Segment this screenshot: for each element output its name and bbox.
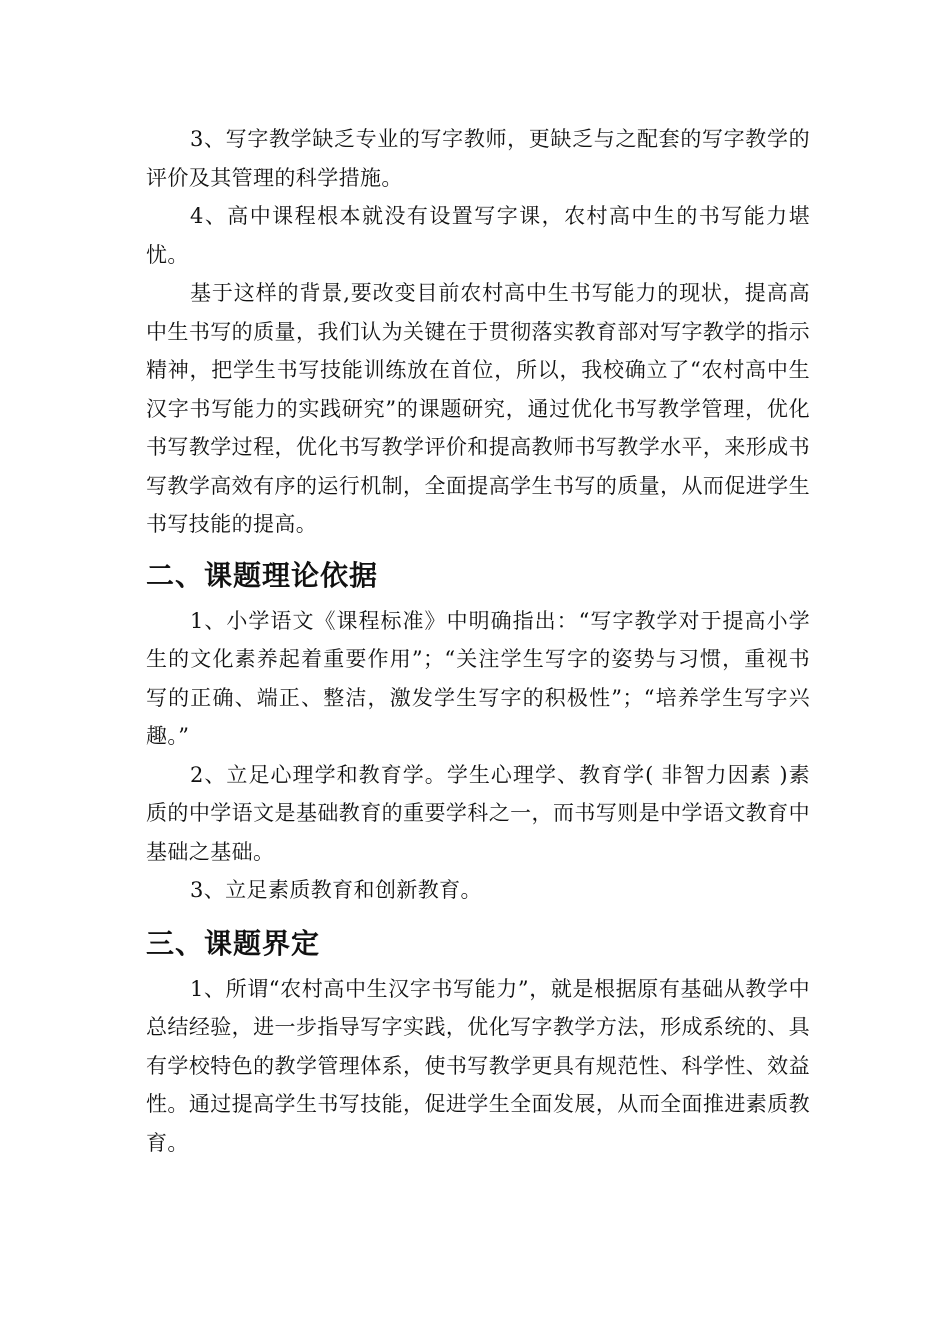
paragraph-curriculum-standard: 1、小学语文《课程标准》中明确指出：“写字教学对于提高小学生的文化素养起着重要作用”；“关注学生写字的姿势与习惯，重视书写的正确、端正、整洁，激发学生写字的积极性”；“培养学生写字兴趣。” bbox=[146, 608, 810, 748]
paragraph-psychology-education: 2、立足心理学和教育学。学生心理学、教育学( 非智力因素 )素质的中学语文是基础教育的重要学科之一，而书写则是中学语文教育中基础之基础。 bbox=[146, 762, 810, 864]
paragraph-definition: 1、所谓“农村高中生汉字书写能力”，就是根据原有基础从教学中总结经验，进一步指导写字实践，优化写字教学方法，形成系统的、具有学校特色的教学管理体系，使书写教学更具有规范性、科学性、效益性。通过提高学生书写技能，促进学生全面发展，从而全面推进素质教育。 bbox=[146, 976, 810, 1155]
section-heading-theory: 二、课题理论依据 bbox=[146, 558, 379, 592]
paragraph-quality-innovation: 3、立足素质教育和创新教育。 bbox=[190, 878, 482, 902]
section-heading-definition: 三、课题界定 bbox=[146, 926, 321, 960]
paragraph-writing-teacher-shortage: 3、写字教学缺乏专业的写字教师，更缺乏与之配套的写字教学的评价及其管理的科学措施。 bbox=[146, 127, 810, 190]
paragraph-background: 基于这样的背景,要改变目前农村高中生书写能力的现状，提高高中生书写的质量，我们认为关键在于贯彻落实教育部对写字教学的指示精神，把学生书写技能训练放在首位，所以，我校确立了“农村高中生汉字书写能力的实践研究”的课题研究，通过优化书写教学管理，优化书写教学过程，优化书写教学评价和提高教师书写教学水平，来形成书写教学高效有序的运行机制，全面提高学生书写的质量，从而促进学生书写技能的提高。 bbox=[146, 281, 810, 536]
document-page bbox=[146, 120, 810, 1162]
paragraph-no-writing-course: 4、高中课程根本就没有设置写字课，农村高中生的书写能力堪忧。 bbox=[146, 204, 810, 267]
